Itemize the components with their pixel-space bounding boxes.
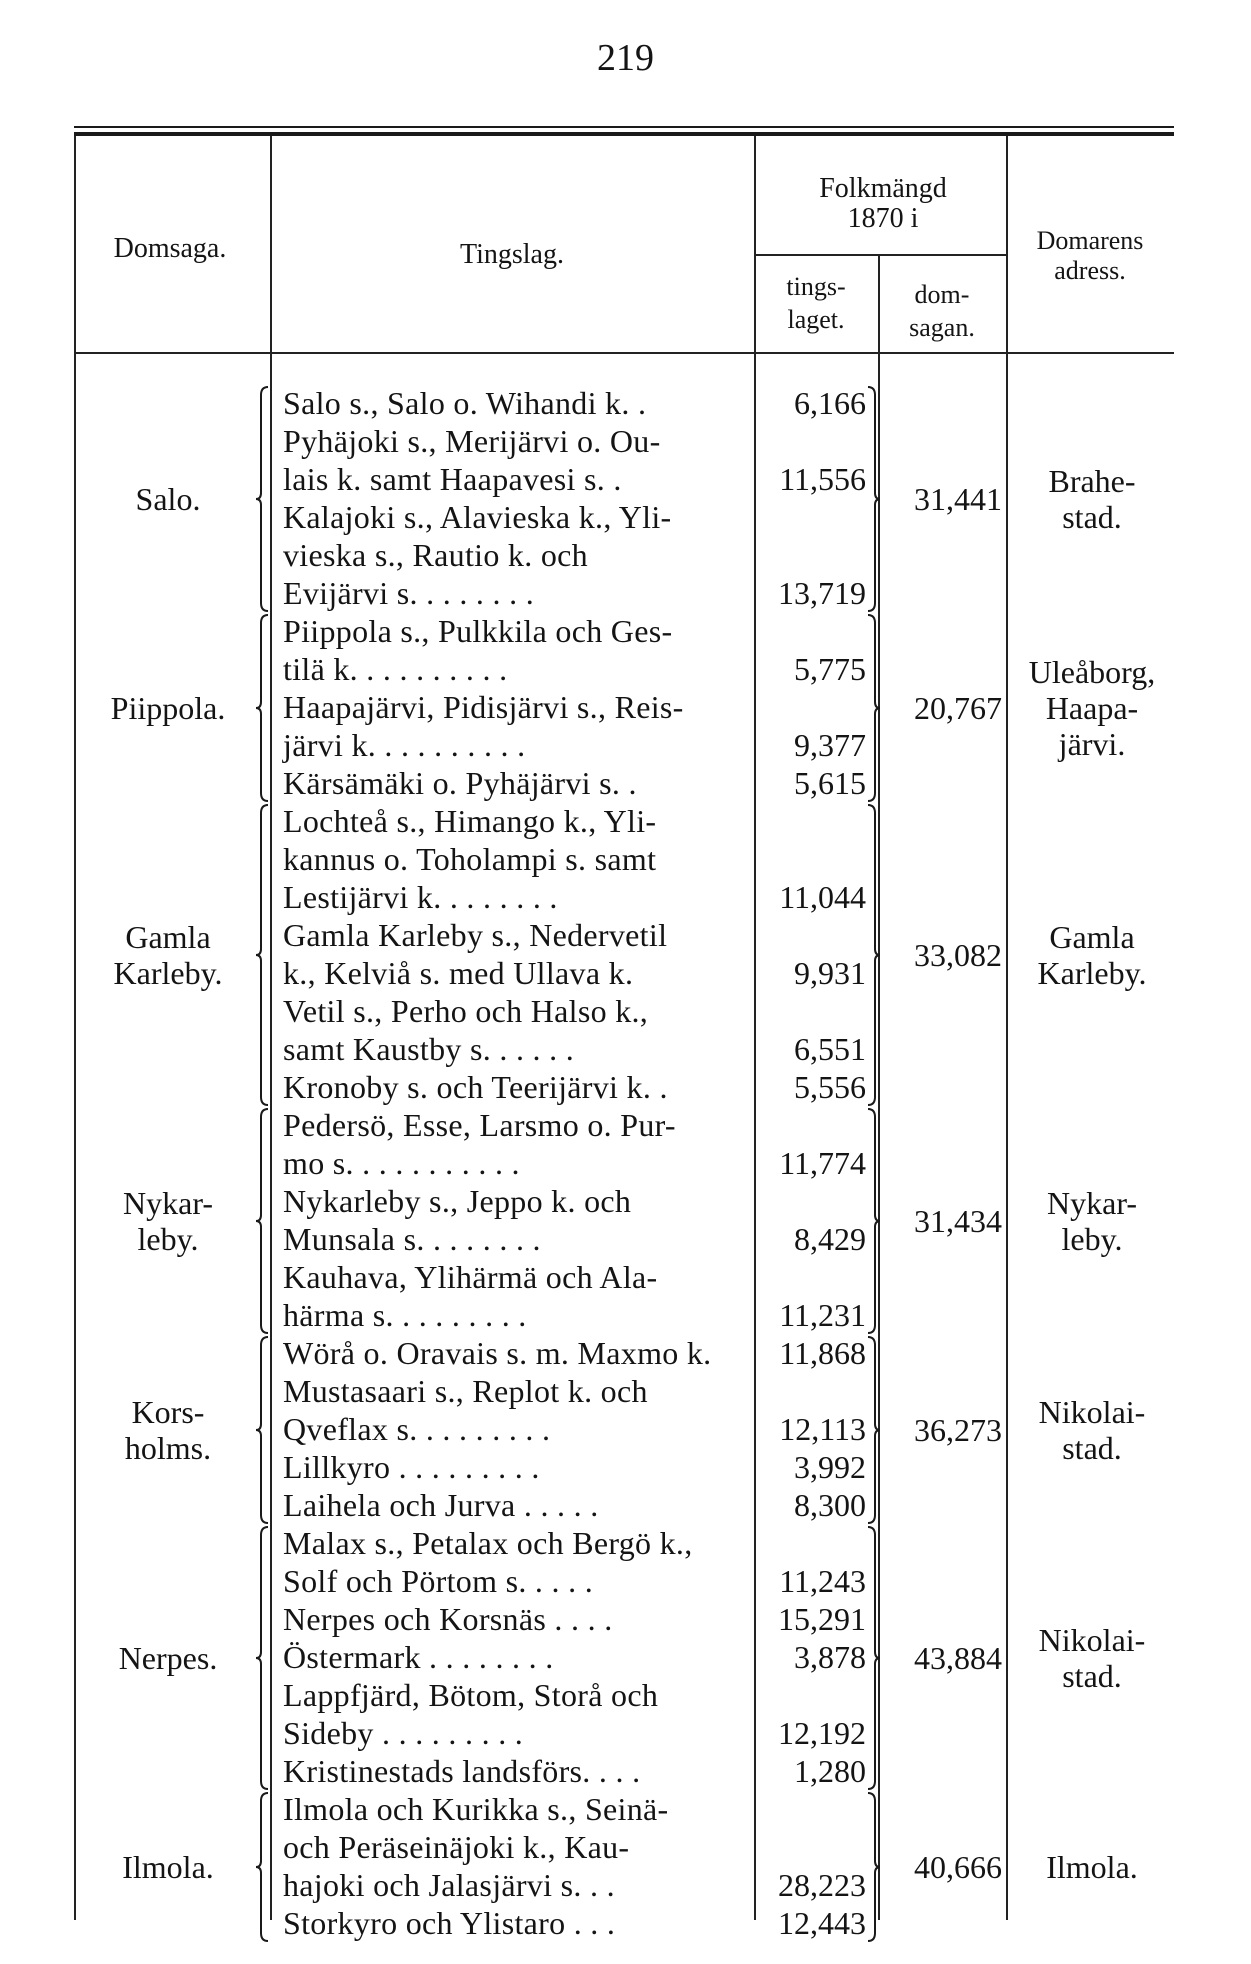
domare-adress: Haapa- [1045,690,1139,726]
domsaga-total: 31,434 [914,1203,1002,1239]
tingslag-text: Ilmola och Kurikka s., Seinä- [283,1791,669,1827]
tingslag-text: Malax s., Petalax och Bergö k., [283,1525,693,1561]
tingslag-text: mo s. . . . . . . . . . . [283,1145,520,1181]
tingslag-text: Vetil s., Perho och Halso k., [283,993,649,1029]
domare-adress: Nykar- [1047,1185,1137,1221]
domsaga-total: 40,666 [914,1849,1002,1885]
tingslag-text: vieska s., Rautio k. och [283,537,588,573]
tingslag-text: Kristinestads landsförs. . . . [283,1753,641,1789]
table-row [0,1715,1251,1751]
tingslag-population: 12,113 [779,1411,866,1447]
tingslag-text: kannus o. Toholampi s. samt [283,841,657,877]
tingslag-population: 8,300 [794,1487,866,1523]
domsaga-name: Piippola. [110,690,226,726]
tingslag-text: härma s. . . . . . . . . [283,1297,527,1333]
domare-adress: leby. [1061,1221,1123,1257]
tingslag-text: Östermark . . . . . . . . [283,1639,554,1675]
tingslag-population: 9,377 [794,727,866,763]
table-row [0,1563,1251,1599]
domsaga-name: Nerpes. [118,1640,218,1676]
domare-adress: järvi. [1058,726,1126,762]
tingslag-text: Pedersö, Esse, Larsmo o. Pur- [283,1107,676,1143]
tingslag-text: Munsala s. . . . . . . . [283,1221,541,1257]
table-row [0,1905,1251,1941]
top-rule-thick [74,132,1174,136]
domsaga-name: leby. [137,1221,199,1257]
tingslag-population: 6,166 [794,385,866,421]
header-tingslag: Tingslag. [459,239,564,270]
table-row [0,1791,1251,1827]
tingslag-population: 11,774 [779,1145,866,1181]
tingslag-text: Kärsämäki o. Pyhäjärvi s. . [283,765,637,801]
table-row [0,993,1251,1029]
tingslag-population: 5,556 [794,1069,866,1105]
domsaga-name: Kors- [131,1394,205,1430]
table-row [0,1069,1251,1105]
tingslag-population: 11,044 [779,879,866,915]
header-tingslaget-2: laget. [787,305,845,334]
table-row [0,1259,1251,1295]
table-row [0,803,1251,839]
top-rule-thin [74,126,1174,128]
tingslag-population: 5,615 [794,765,866,801]
table-row [0,423,1251,459]
group-brace-right [868,1527,882,1789]
table-row [0,841,1251,877]
table-row [0,575,1251,611]
group-brace-left [256,1527,270,1789]
table-row [0,385,1251,421]
tingslag-population: 12,192 [778,1715,866,1751]
tingslag-population: 8,429 [794,1221,866,1257]
table-row [0,613,1251,649]
domsaga-total: 20,767 [914,690,1002,726]
table-row [0,1297,1251,1333]
tingslag-text: Mustasaari s., Replot k. och [283,1373,648,1409]
tingslag-population: 13,719 [778,575,866,611]
domsaga-total: 31,441 [914,481,1002,517]
tingslag-population: 28,223 [778,1867,866,1903]
tingslag-population: 11,243 [779,1563,866,1599]
tingslag-population: 9,931 [794,955,866,991]
header-tingslaget-1: tings- [786,272,846,301]
tingslag-text: tilä k. . . . . . . . . . [283,651,508,687]
tingslag-text: Lochteå s., Himango k., Yli- [283,803,657,839]
tingslag-population: 5,775 [794,651,866,687]
tingslag-text: Nykarleby s., Jeppo k. och [283,1183,632,1219]
tingslag-text: Solf och Pörtom s. . . . . [283,1563,594,1599]
tingslag-text: Wörå o. Oravais s. m. Maxmo k. [283,1335,712,1371]
page-number: 219 [597,37,654,79]
tingslag-population: 3,878 [794,1639,866,1675]
domare-adress: Nikolai- [1038,1394,1146,1430]
header-domsaga: Domsaga. [113,233,227,264]
domare-adress: Uleåborg, [1028,654,1156,690]
tingslag-population: 15,291 [778,1601,866,1637]
tingslag-population: 6,551 [794,1031,866,1067]
header-folkmangd: Folkmängd [819,173,947,204]
group-brace-left [256,1337,270,1523]
domare-adress: Nikolai- [1038,1622,1146,1658]
group-brace-right [868,1793,882,1941]
group-brace-right [868,1337,882,1523]
tingslag-text: Piippola s., Pulkkila och Ges- [283,613,673,649]
group-brace-right [868,615,882,801]
group-brace-left [256,1793,270,1941]
tingslag-text: järvi k. . . . . . . . . . [283,727,526,763]
table-row [0,1145,1251,1181]
tingslag-text: Lillkyro . . . . . . . . . [283,1449,540,1485]
tingslag-text: Sideby . . . . . . . . . [283,1715,524,1751]
group-brace-left [256,615,270,801]
tingslag-text: Kalajoki s., Alavieska k., Yli- [283,499,672,535]
tingslag-population: 11,231 [779,1297,866,1333]
domare-adress: Ilmola. [1046,1849,1138,1885]
tingslag-text: och Peräseinäjoki k., Kau- [283,1829,630,1865]
group-brace-right [868,1109,882,1333]
group-brace-left [256,387,270,611]
group-brace-right [868,387,882,611]
domare-adress: stad. [1062,1430,1122,1466]
tingslag-text: Storkyro och Ylistaro . . . [283,1905,616,1941]
tingslag-population: 1,280 [794,1753,866,1789]
table-row [0,537,1251,573]
table-row [0,1107,1251,1143]
domsaga-name: Karleby. [113,955,223,991]
domsaga-total: 36,273 [914,1412,1002,1448]
header-bottom-rule [74,352,1174,354]
domsaga-name: Ilmola. [122,1849,214,1885]
domare-adress: Brahe- [1048,463,1136,499]
tingslag-text: Salo s., Salo o. Wihandi k. . [283,385,647,421]
group-brace-left [256,1109,270,1333]
tingslag-text: Lappfjärd, Bötom, Storå och [283,1677,659,1713]
tingslag-text: Kronoby s. och Teerijärvi k. . [283,1069,668,1105]
header-domsagan-1: dom- [914,280,970,309]
domare-adress: Karleby. [1037,955,1147,991]
tingslag-text: Evijärvi s. . . . . . . . [283,575,535,611]
domsaga-total: 43,884 [914,1640,1002,1676]
header-subrule [756,254,1006,256]
table-row [0,1753,1251,1789]
table-row [0,879,1251,915]
domsaga-total: 33,082 [914,937,1002,973]
group-brace-left [256,805,270,1105]
header-year: 1870 i [847,203,919,234]
tingslag-text: Lestijärvi k. . . . . . . . [283,879,558,915]
header-adress-1: Domarens [1036,226,1144,255]
domare-adress: stad. [1062,1658,1122,1694]
tingslag-text: Laihela och Jurva . . . . . [283,1487,599,1523]
domsaga-name: Gamla [125,919,211,955]
tingslag-text: Gamla Karleby s., Nedervetil [283,917,668,953]
tingslag-text: Qveflax s. . . . . . . . . [283,1411,551,1447]
tingslag-text: k., Kelviå s. med Ullava k. [283,955,634,991]
header-adress-2: adress. [1054,256,1126,285]
table-row [0,765,1251,801]
tingslag-text: Pyhäjoki s., Merijärvi o. Ou- [283,423,661,459]
tingslag-text: Haapajärvi, Pidisjärvi s., Reis- [283,689,684,725]
tingslag-text: hajoki och Jalasjärvi s. . . [283,1867,615,1903]
table-row [0,1487,1251,1523]
tingslag-population: 3,992 [794,1449,866,1485]
table-row [0,1031,1251,1067]
tingslag-text: samt Kaustby s. . . . . . [283,1031,575,1067]
tingslag-text: Nerpes och Korsnäs . . . . [283,1601,613,1637]
header-domsagan-2: sagan. [909,313,975,342]
table-row [0,1335,1251,1371]
domare-adress: stad. [1062,499,1122,535]
domsaga-name: holms. [124,1430,212,1466]
tingslag-population: 12,443 [778,1905,866,1941]
group-brace-right [868,805,882,1105]
domare-adress: Gamla [1049,919,1135,955]
domsaga-name: Nykar- [123,1185,213,1221]
tingslag-population: 11,868 [779,1335,866,1371]
domsaga-name: Salo. [135,481,201,517]
table-row [0,1525,1251,1561]
tingslag-population: 11,556 [779,461,866,497]
tingslag-text: Kauhava, Ylihärmä och Ala- [283,1259,658,1295]
tingslag-text: lais k. samt Haapavesi s. . [283,461,622,497]
